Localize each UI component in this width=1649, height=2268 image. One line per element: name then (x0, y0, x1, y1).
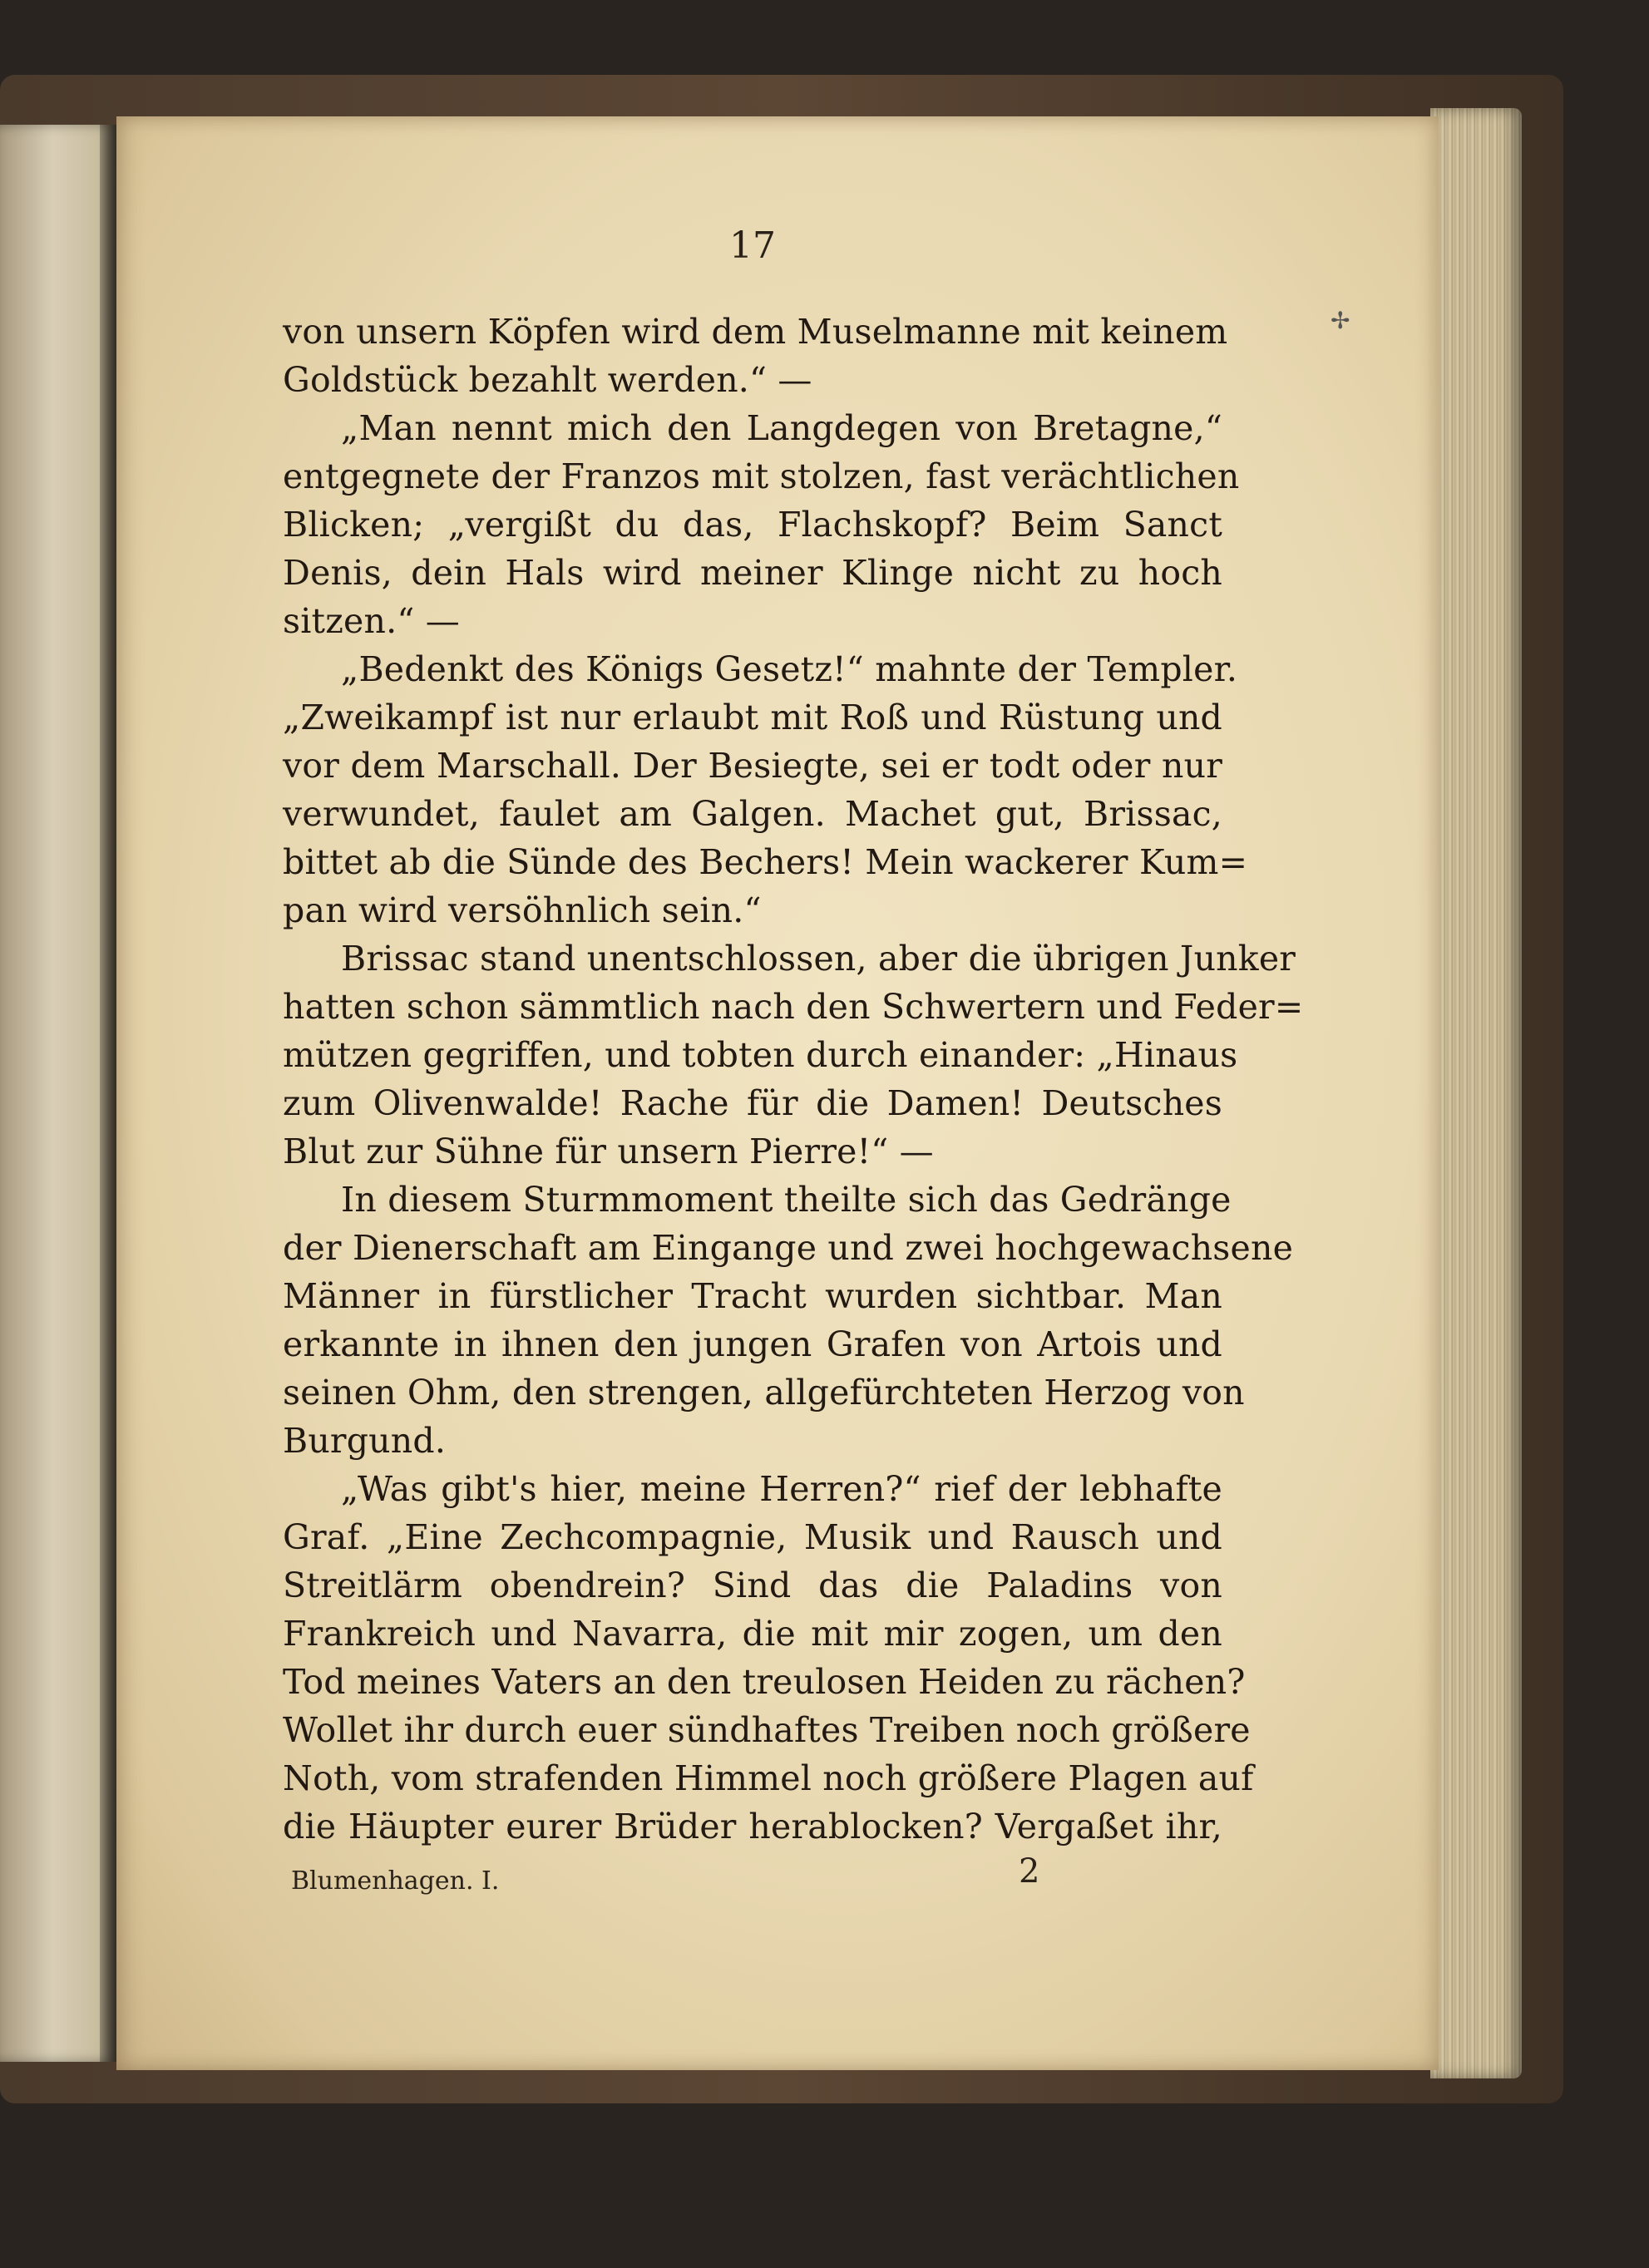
text-line: entgegnete der Franzos mit stolzen, fast verächtlichen (283, 456, 1240, 496)
text-line: mützen gegriffen, und tobten durch einander: „Hinaus (283, 1035, 1238, 1075)
text-line: bittet ab die Sünde des Bechers! Mein wackerer Kum= (283, 842, 1248, 882)
text-line: Blut zur Sühne für unsern Pierre!“ — (283, 1132, 934, 1171)
text-line: Brissac stand unentschlossen, aber die übrigen Junker (341, 939, 1296, 979)
text-line: Männer in fürstlicher Tracht wurden sichtbar. Man (283, 1276, 1222, 1316)
page-number: 17 (729, 224, 776, 267)
text-line: die Häupter eurer Brüder herablocken? Vergaßet ihr, (283, 1807, 1222, 1846)
text-line: In diesem Sturmmoment theilte sich das Gedränge (341, 1180, 1232, 1220)
text-line: Noth, vom strafenden Himmel noch größere Plagen auf (283, 1758, 1254, 1798)
text-line: „Bedenkt des Königs Gesetz!“ mahnte der Templer. (341, 649, 1238, 689)
text-line: Frankreich und Navarra, die mit mir zogen, um den (283, 1614, 1222, 1654)
text-line: Wollet ihr durch euer sündhaftes Treiben noch größere (283, 1710, 1251, 1750)
text-line: der Dienerschaft am Eingange und zwei hochgewachsene (283, 1228, 1294, 1268)
text-line: verwundet, faulet am Galgen. Machet gut, Brissac, (283, 794, 1222, 834)
footer-sheet-number: 2 (1019, 1852, 1040, 1891)
text-line: Burgund. (283, 1421, 447, 1461)
text-line: Denis, dein Hals wird meiner Klinge nicht zu hoch (283, 553, 1222, 593)
ink-mark-icon: ✢ (1331, 307, 1350, 334)
footer-signature: Blumenhagen. I. (291, 1866, 500, 1896)
text-line: erkannte in ihnen den jungen Grafen von Artois und (283, 1324, 1222, 1364)
text-line: Tod meines Vaters an den treulosen Heiden zu rächen? (283, 1662, 1246, 1702)
page-stack-edge (1430, 108, 1522, 2078)
text-line: von unsern Köpfen wird dem Muselmanne mit keinem (283, 312, 1228, 352)
text-line: sitzen.“ — (283, 601, 460, 641)
text-line: pan wird versöhnlich sein.“ (283, 890, 762, 930)
left-page-edge (0, 125, 116, 2062)
text-line: hatten schon sämmtlich nach den Schwertern und Feder= (283, 987, 1304, 1027)
text-line: „Zweikampf ist nur erlaubt mit Roß und Rüstung und (283, 698, 1222, 737)
text-line: „Was gibt's hier, meine Herren?“ rief der lebhafte (341, 1469, 1222, 1509)
text-line: zum Olivenwalde! Rache für die Damen! Deutsches (283, 1083, 1222, 1123)
text-line: Graf. „Eine Zechcompagnie, Musik und Rausch und (283, 1517, 1222, 1557)
text-line: seinen Ohm, den strengen, allgefürchteten Herzog von (283, 1373, 1245, 1413)
text-line: vor dem Marschall. Der Besiegte, sei er todt oder nur (283, 746, 1222, 786)
text-line: Blicken; „vergißt du das, Flachskopf? Beim Sanct (283, 505, 1222, 545)
text-line: Streitlärm obendrein? Sind das die Paladins von (283, 1565, 1222, 1605)
text-line: Goldstück bezahlt werden.“ — (283, 360, 812, 400)
text-line: „Man nennt mich den Langdegen von Bretagne,“ (341, 408, 1222, 448)
text-block (283, 308, 1304, 1851)
